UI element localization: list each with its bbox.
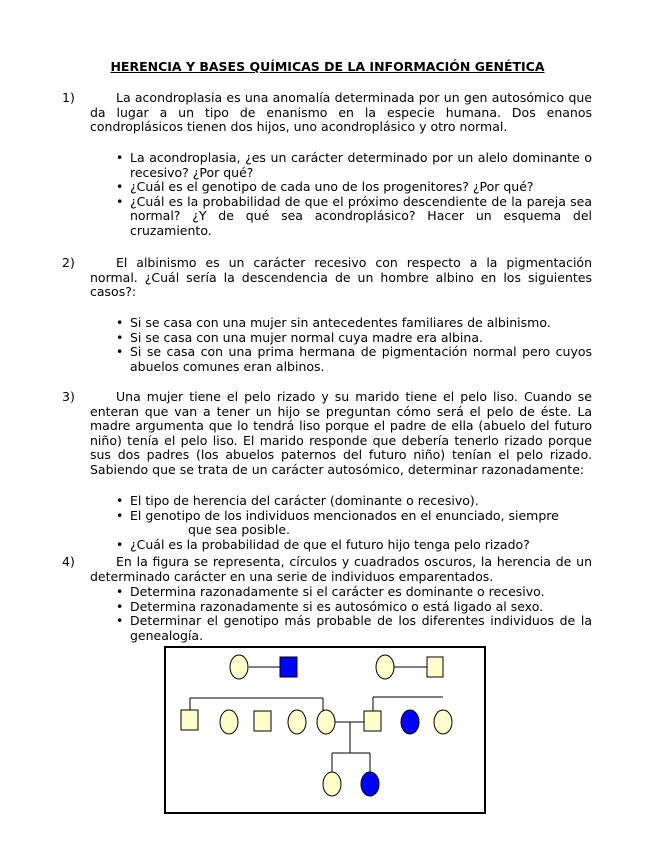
question-1-statement: La acondroplasia es una anomalía determinada por un gen autosómico que da lugar a un tipo de enanismo en la especie humana. Dos enanos condroplásicos tienen dos hijos, uno acondroplásico y otro normal.	[90, 90, 592, 134]
female-unaffected	[434, 710, 452, 734]
pedigree-chart	[166, 648, 484, 812]
question-1-number: 1)	[62, 90, 75, 105]
list-item: • ¿Cuál es la probabilidad de que el futuro hijo tenga pelo rizado?	[116, 538, 592, 553]
list-item	[116, 509, 592, 538]
list-item: • Determina razonadamente si es autosómico o está ligado al sexo.	[116, 600, 592, 615]
question-2-number: 2)	[62, 255, 75, 270]
female-unaffected	[288, 710, 306, 734]
female-unaffected	[376, 655, 394, 679]
question-3-text	[90, 390, 592, 477]
female-unaffected	[323, 772, 341, 796]
list-item: • ¿Cuál es el genotipo de cada uno de los progenitores? ¿Por qué?	[116, 180, 592, 195]
list-item-continuation: que sea posible.	[188, 522, 290, 537]
male-unaffected	[254, 711, 271, 731]
question-2-list	[116, 316, 592, 374]
question-4-statement: En la figura se representa, círculos y cuadrados oscuros, la herencia de un determinado carácter en una serie de individuos emparentados.	[90, 554, 592, 584]
question-2-statement: El albinismo es un carácter recesivo con respecto a la pigmentación normal. ¿Cuál sería la descendencia de un hombre albino en los siguientes casos?:	[90, 255, 592, 299]
question-3-list	[116, 494, 592, 552]
question-3-statement: Una mujer tiene el pelo rizado y su marido tiene el pelo liso. Cuando se enteran que van a tener un hijo se preguntan cómo será el pelo de éste. La madre argumenta que lo tendrá liso porque el padre de ella (abuelo del futuro niño) tenía el pelo liso. El marido responde que debería tenerlo rizado porque sus dos padres (los abuelos paternos del futuro niño) tenían el pelo rizado. Sabiendo que se trata de un carácter autosómico, determinar razonadamente:	[90, 389, 592, 477]
female-affected	[401, 710, 419, 734]
list-item-text: El genotipo de los individuos mencionados en el enunciado, siempre	[130, 507, 559, 523]
list-item: • Determinar el genotipo más probable de los diferentes individuos de la genealogía.	[116, 614, 592, 643]
list-item: • Si se casa con una mujer sin antecedentes familiares de albinismo.	[116, 316, 592, 331]
female-unaffected	[230, 655, 248, 679]
list-item: • ¿Cuál es la probabilidad de que el próximo descendiente de la pareja sea normal? ¿Y de qué sea acondroplásico? Hacer un esquema del cruzamiento.	[116, 195, 592, 239]
question-4-number: 4)	[62, 554, 75, 569]
male-unaffected	[427, 657, 443, 677]
pedigree-figure	[164, 646, 486, 814]
question-2-text	[90, 256, 592, 300]
question-1-list	[116, 151, 592, 238]
list-item: • El tipo de herencia del carácter (dominante o recesivo).	[116, 494, 592, 509]
male-unaffected	[181, 710, 198, 730]
question-3-number: 3)	[62, 389, 75, 404]
list-item: • Determina razonadamente si el carácter es dominante o recesivo.	[116, 585, 592, 600]
question-1-text	[90, 91, 592, 135]
list-item: • Si se casa con una mujer normal cuya madre era albina.	[116, 331, 592, 346]
female-unaffected	[317, 710, 335, 734]
list-item: • Si se casa con una prima hermana de pigmentación normal pero cuyos abuelos comunes eran albinos.	[116, 345, 592, 374]
female-affected	[361, 772, 379, 796]
male-unaffected	[364, 711, 381, 731]
question-4-text	[90, 555, 592, 584]
female-unaffected	[220, 710, 238, 734]
page-title: HERENCIA Y BASES QUÍMICAS DE LA INFORMACIÓN GENÉTICA	[110, 59, 545, 74]
list-item: • La acondroplasia, ¿es un carácter determinado por un alelo dominante o recesivo? ¿Por qué?	[116, 151, 592, 180]
male-affected	[280, 657, 297, 677]
question-4-list	[116, 585, 592, 643]
